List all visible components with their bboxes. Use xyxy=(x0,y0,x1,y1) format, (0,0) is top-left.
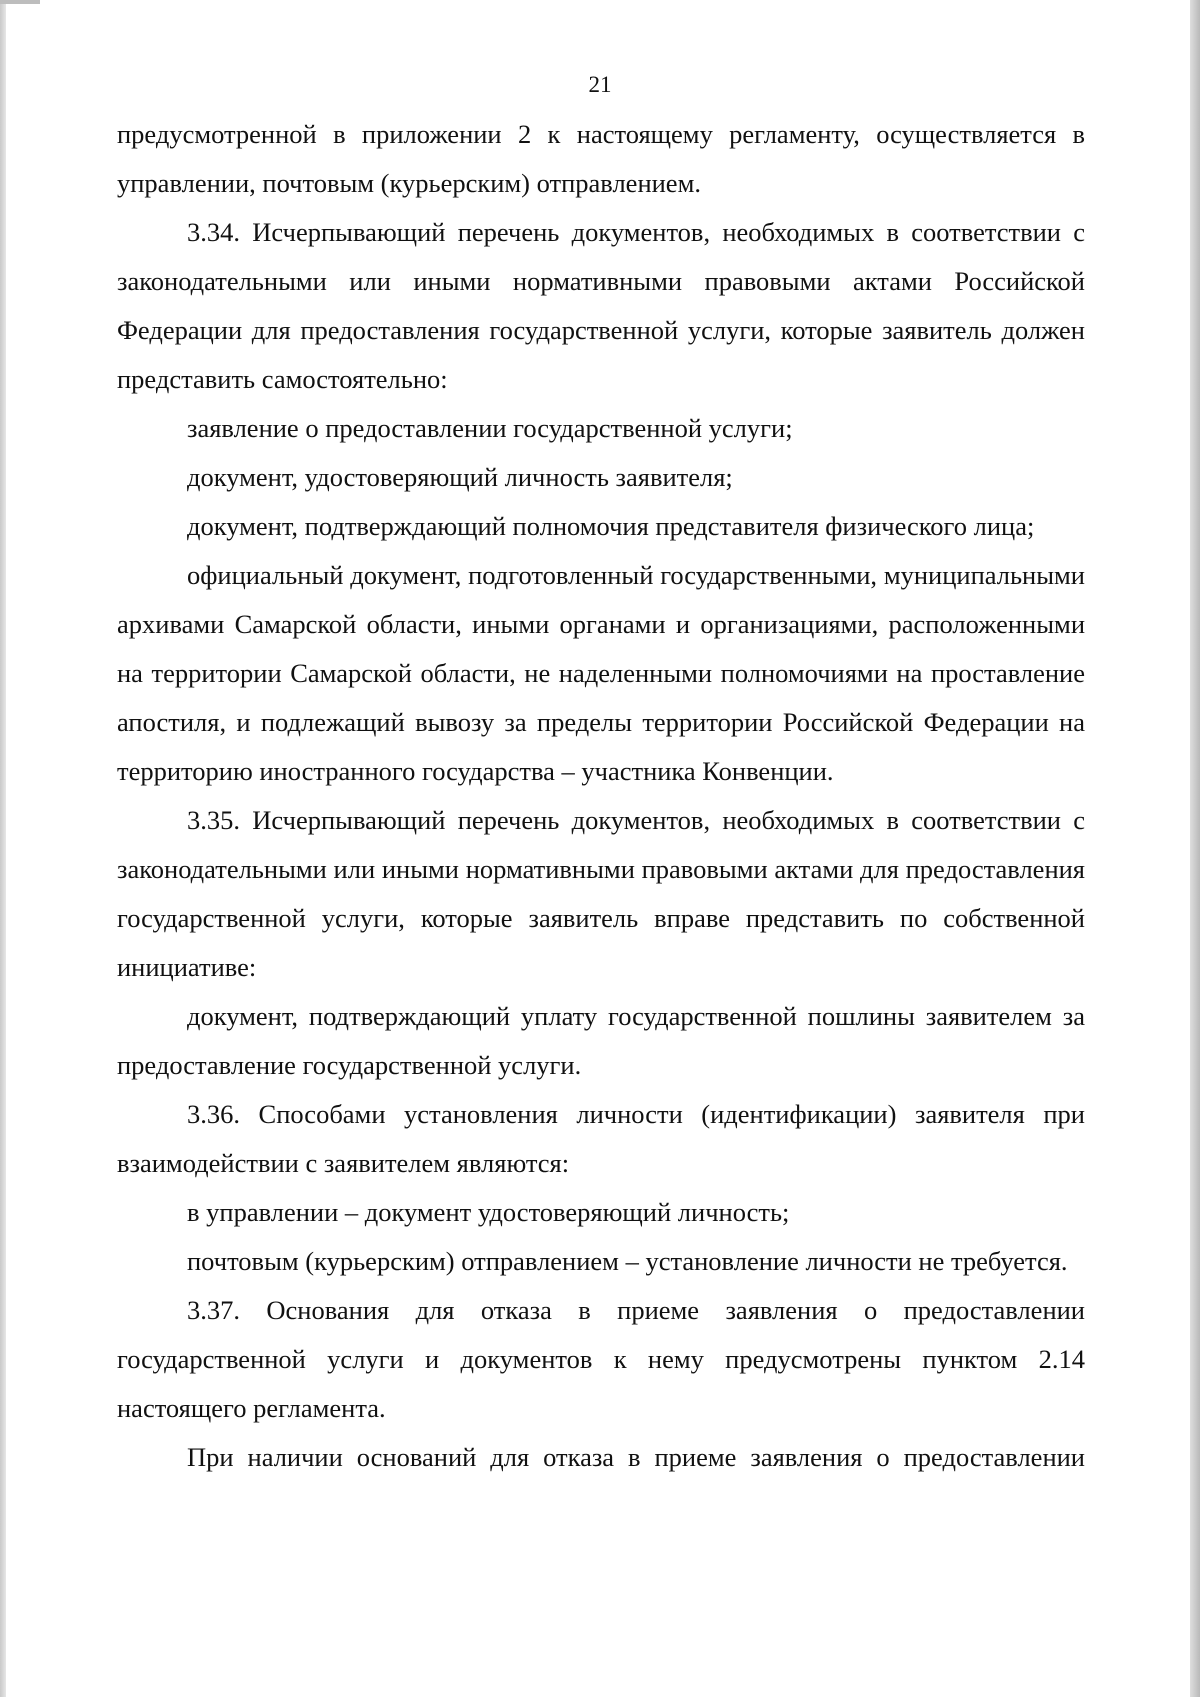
scan-corner-mark xyxy=(0,0,40,4)
paragraph-3-35: 3.35. Исчерпывающий перечень документов, необходимых в соответствии с законодательными или иными нормативными правовыми актами для предоставления государственной услуги, которые заявитель вправе представить по собственной инициативе: xyxy=(117,805,1085,982)
document-body xyxy=(117,110,1085,1482)
paragraph-3-37: 3.37. Основания для отказа в приеме заявления о предоставлении государственной услуги и документов к нему предусмотрены пунктом 2.14 настоящего регламента. xyxy=(117,1295,1085,1423)
paragraph-3-36: 3.36. Способами установления личности (идентификации) заявителя при взаимодействии с заявителем являются: xyxy=(117,1099,1085,1178)
list-item-application: заявление о предоставлении государственной услуги; xyxy=(187,413,793,443)
list-item-by-post: почтовым (курьерским) отправлением – установление личности не требуется. xyxy=(187,1246,1068,1276)
list-item-identity-document: документ, удостоверяющий личность заявителя; xyxy=(187,462,733,492)
list-item-authority-document: документ, подтверждающий полномочия представителя физического лица; xyxy=(187,511,1035,541)
scan-edge-right xyxy=(1190,0,1200,1697)
paragraph-continuation: предусмотренной в приложении 2 к настоящему регламенту, осуществляется в управлении, почтовым (курьерским) отправлением. xyxy=(117,119,1085,198)
list-item-in-office: в управлении – документ удостоверяющий личность; xyxy=(187,1197,790,1227)
paragraph-3-34: 3.34. Исчерпывающий перечень документов, необходимых в соответствии с законодательными или иными нормативными правовыми актами Российской Федерации для предоставления государственной услуги, которые заявитель должен представить самостоятельно: xyxy=(117,217,1085,394)
paragraph-refusal-grounds: При наличии оснований для отказа в приеме заявления о предоставлении xyxy=(187,1442,1085,1472)
page-number: 21 xyxy=(588,72,612,97)
list-item-official-document: официальный документ, подготовленный государственными, муниципальными архивами Самарской области, иными органами и организациями, расположенными на территории Самарской области, не наделенными полномочиями на проставление апостиля, и подлежащий вывозу за пределы территории Российской Федерации на территорию иностранного государства – участника Конвенции. xyxy=(117,560,1085,786)
scan-edge-left xyxy=(0,0,6,1697)
list-item-fee-document: документ, подтверждающий уплату государственной пошлины заявителем за предоставление государственной услуги. xyxy=(117,1001,1085,1080)
